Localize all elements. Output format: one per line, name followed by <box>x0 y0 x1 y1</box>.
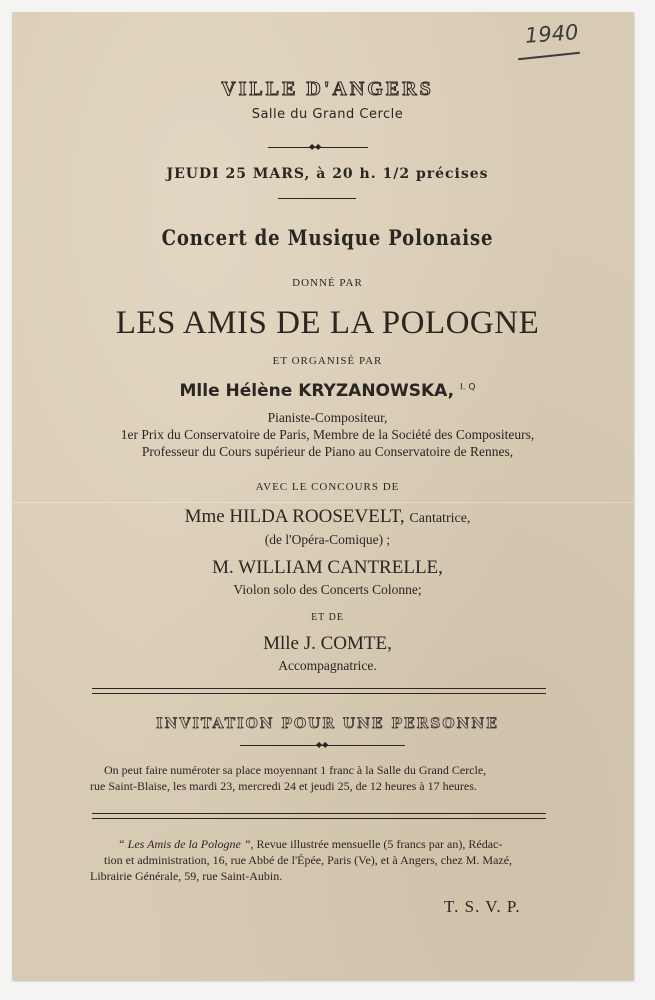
invitation-title: INVITATION POUR UNE PERSONNE <box>156 716 499 732</box>
review-info: tion et administration, 16, rue Abbé de l'Épée, Paris (Ve), et à Angers, chez M. Mazé, <box>104 853 513 867</box>
participant-honorific: Mme <box>184 506 225 527</box>
organizer-role: Pianiste-Compositeur, <box>267 410 388 425</box>
participant-role: Cantatrice, <box>409 511 471 526</box>
handwritten-year: 1940 <box>524 20 580 48</box>
accompanist-honorific: Mlle <box>263 633 299 654</box>
given-by-label: DONNÉ PAR <box>292 277 363 289</box>
participant-fullname: HILDA ROOSEVELT, <box>229 506 405 527</box>
review-title: “ Les Amis de la Pologne ” <box>118 837 251 851</box>
concert-title: Concert de Musique Polonaise <box>161 225 494 250</box>
paper-fold <box>12 502 633 503</box>
double-rule-divider <box>92 688 546 694</box>
double-rule-divider <box>92 813 546 819</box>
participant-detail: (de l'Opéra-Comique) ; <box>264 532 391 547</box>
event-date: JEUDI 25 MARS, à 20 h. 1/2 précises <box>166 166 489 182</box>
organizer-fullname: Hélène KRYZANOWSKA, <box>225 381 455 401</box>
ornament-icon: ◆◆ <box>309 142 322 151</box>
review-info: Librairie Générale, 59, rue Saint-Aubin. <box>90 869 283 883</box>
organizer-name <box>0 381 655 401</box>
city-heading: VILLE D'ANGERS <box>221 78 434 100</box>
turn-over-note: T. S. V. P. <box>444 897 521 916</box>
participant-fullname: WILLIAM CANTRELLE, <box>238 557 443 578</box>
and-label: ET DE <box>311 612 344 623</box>
participants-label: AVEC LE CONCOURS DE <box>255 481 400 493</box>
participant-name <box>0 506 655 528</box>
accompanist-role: Accompagnatrice. <box>278 658 377 673</box>
ornament-divider <box>278 198 356 199</box>
participant-honorific: M. <box>212 557 234 578</box>
organizer-credential: 1er Prix du Conservatoire de Paris, Membre de la Société des Compositeurs, <box>120 427 535 442</box>
decoration-icon: I. Q <box>460 382 476 393</box>
review-text: , Revue illustrée mensuelle (5 francs par an), Rédac- <box>250 837 503 851</box>
ornament-icon: ◆◆ <box>316 740 329 749</box>
seating-info: rue Saint-Blaise, les mardi 23, mercredi 24 et jeudi 25, de 12 heures à 17 heures. <box>90 779 477 793</box>
accompanist-name <box>0 633 655 655</box>
organized-by-label: ET ORGANISÉ PAR <box>272 355 383 367</box>
review-info <box>118 837 502 852</box>
venue-name: Salle du Grand Cercle <box>251 107 404 122</box>
organizer-honorific: Mlle <box>179 381 220 401</box>
participant-name <box>0 557 655 579</box>
invitation-page <box>12 12 633 980</box>
organizer-credential: Professeur du Cours supérieur de Piano au Conservatoire de Rennes, <box>141 444 514 459</box>
organization-name: LES AMIS DE LA POLOGNE <box>115 305 540 341</box>
participant-detail: Violon solo des Concerts Colonne; <box>233 582 422 597</box>
seating-info: On peut faire numéroter sa place moyennant 1 franc à la Salle du Grand Cercle, <box>104 763 487 777</box>
accompanist-fullname: J. COMTE, <box>303 633 392 654</box>
